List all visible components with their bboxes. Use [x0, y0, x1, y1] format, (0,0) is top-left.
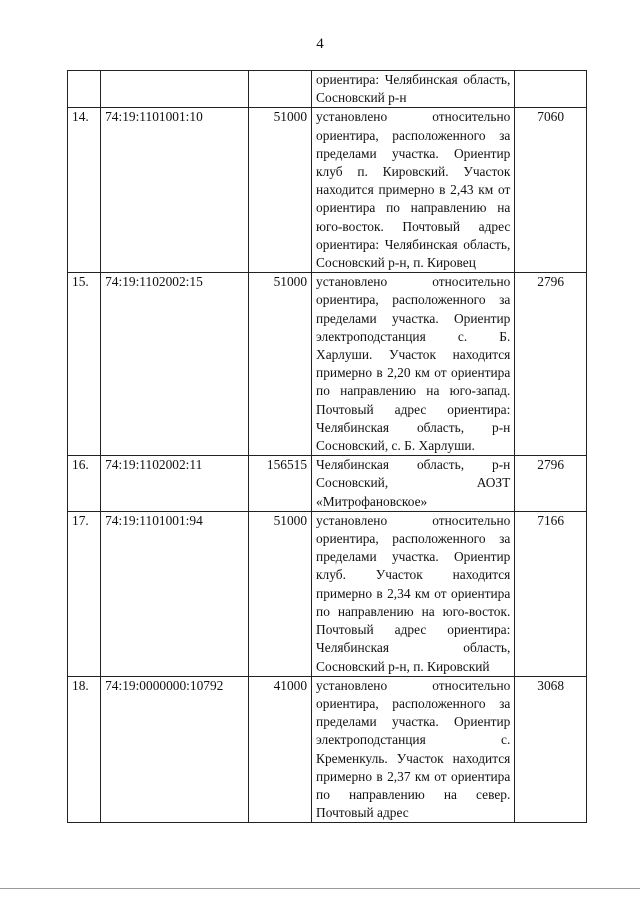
cadastral-number: 74:19:1102002:15	[101, 273, 249, 456]
plot-value: 2796	[515, 273, 587, 456]
cadastral-number	[101, 71, 249, 108]
row-number: 15.	[68, 273, 101, 456]
land-plots-table	[67, 70, 587, 823]
page-bottom-divider	[0, 888, 640, 889]
location-description: установлено относительно ориентира, расположенного за пределами участка. Ориентир клуб. Участок находится примерно в 2,34 км от ориентира по направлению на юго-восток. Почтовый адрес ориентира: Челябинская область, Сосновский р-н, п. Кировский	[312, 511, 515, 676]
location-description: ориентира: Челябинская область, Сосновский р-н	[312, 71, 515, 108]
plot-value	[515, 71, 587, 108]
row-number: 17.	[68, 511, 101, 676]
plot-value: 2796	[515, 456, 587, 512]
plot-area: 51000	[248, 511, 311, 676]
cadastral-number: 74:19:1101001:94	[101, 511, 249, 676]
table-row	[68, 511, 587, 676]
cadastral-number: 74:19:0000000:10792	[101, 676, 249, 823]
row-number: 14.	[68, 108, 101, 273]
plot-value: 3068	[515, 676, 587, 823]
plot-value: 7166	[515, 511, 587, 676]
plot-area: 51000	[248, 108, 311, 273]
plot-area: 156515	[248, 456, 311, 512]
plot-area	[248, 71, 311, 108]
table-row	[68, 273, 587, 456]
plot-value: 7060	[515, 108, 587, 273]
table-row	[68, 108, 587, 273]
table-row	[68, 456, 587, 512]
plot-area: 51000	[248, 273, 311, 456]
location-description: Челябинская область, р-н Сосновский, АОЗТ «Митрофановское»	[312, 456, 515, 512]
cadastral-number: 74:19:1102002:11	[101, 456, 249, 512]
row-number: 18.	[68, 676, 101, 823]
row-number: 16.	[68, 456, 101, 512]
page-number: 4	[316, 36, 324, 52]
location-description: установлено относительно ориентира, расположенного за пределами участка. Ориентир электроподстанция с. Кременкуль. Участок находится примерно в 2,37 км от ориентира по направлению на север. Почтовый адрес	[312, 676, 515, 823]
table-row	[68, 676, 587, 823]
cadastral-number: 74:19:1101001:10	[101, 108, 249, 273]
table-row	[68, 71, 587, 108]
plot-area: 41000	[248, 676, 311, 823]
location-description: установлено относительно ориентира, расположенного за пределами участка. Ориентир клуб п. Кировский. Участок находится примерно в 2,43 км от ориентира по направлению на юго-восток. Почтовый адрес ориентира: Челябинская область, Сосновский р-н, п. Кировец	[312, 108, 515, 273]
row-number	[68, 71, 101, 108]
location-description: установлено относительно ориентира, расположенного за пределами участка. Ориентир электроподстанция с. Б. Харлуши. Участок находится примерно в 2,20 км от ориентира по направлению на юго-запад. Почтовый адрес ориентира: Челябинская область, р-н Сосновский, с. Б. Харлуши.	[312, 273, 515, 456]
